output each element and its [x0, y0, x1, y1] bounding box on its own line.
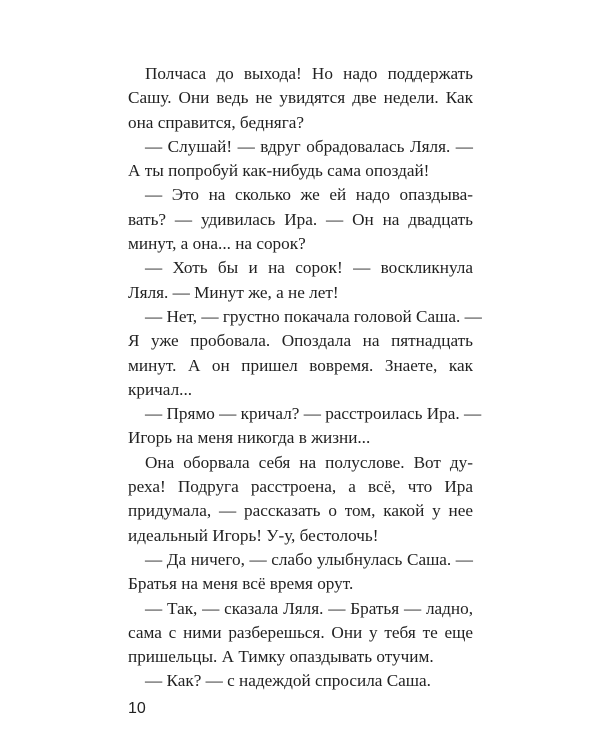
text-line: идеальный Игорь! У-у, бестолочь!: [128, 525, 379, 545]
text-line: — Как? — с надеждой спросила Саша.: [145, 671, 431, 691]
text-line: Я уже пробовала. Опоздала на пятнадцать: [128, 331, 473, 351]
text-line: Полчаса до выхода! Но надо поддержать: [145, 64, 473, 83]
text-line: она справится, бедняга?: [128, 112, 305, 132]
text-line: — Это на сколько же ей надо опаздыва-: [145, 185, 473, 205]
text-line: А ты попробуй как-нибудь сама опоздай!: [128, 161, 430, 181]
text-line: вать? — удивилась Ира. — Он на двадцать: [128, 209, 473, 229]
text-line: Братья на меня всё время орут.: [128, 574, 354, 594]
text-line: — Хоть бы и на сорок! — воскликнула: [145, 258, 473, 278]
text-line: минут, а она... на сорок?: [128, 234, 306, 254]
text-line: Игорь на меня никогда в жизни...: [128, 428, 371, 448]
text-line: — Нет, — грустно покачала головой Саша. —: [145, 306, 482, 326]
text-line: — Слушай! — вдруг обрадовалась Ляля. —: [145, 136, 473, 156]
text-line: пришельцы. А Тимку опаздывать отучим.: [128, 647, 434, 667]
text-line: реха! Подруга расстроена, а всё, что Ира: [128, 477, 473, 497]
text-line: кричал...: [128, 379, 193, 399]
text-line: — Так, — сказала Ляля. — Братья — ладно,: [145, 598, 473, 618]
text-line: Сашу. Они ведь не увидятся две недели. Как: [128, 88, 473, 108]
text-line: сама с ними разберешься. Они у тебя те еще: [128, 622, 473, 642]
text-line: Ляля. — Минут же, а не лет!: [128, 282, 339, 302]
text-line: — Да ничего, — слабо улыбнулась Саша. —: [145, 549, 473, 569]
text-line: — Прямо — кричал? — расстроилась Ира. —: [145, 404, 482, 424]
body-text: [128, 62, 482, 694]
text-line: придумала, — рассказать о том, какой у нее: [128, 501, 473, 521]
text-line: Она оборвала себя на полуслове. Вот ду-: [145, 452, 473, 472]
text-line: минут. А он пришел вовремя. Знаете, как: [128, 355, 473, 375]
page-number: 10: [128, 700, 146, 717]
